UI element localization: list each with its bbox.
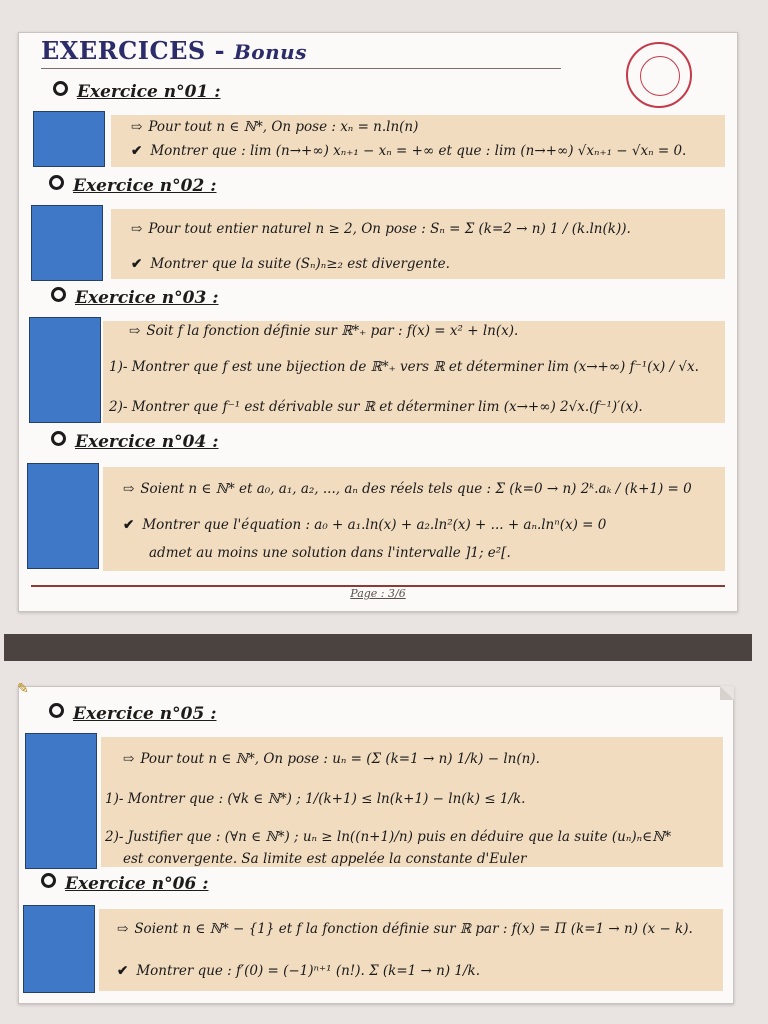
bullet-icon xyxy=(49,703,64,718)
exercise-02-title: Exercice n°02 : xyxy=(73,176,217,196)
exercise-05-question-1 xyxy=(105,791,525,807)
exercise-04-heading xyxy=(51,431,218,452)
exercise-03-heading xyxy=(51,287,218,308)
check-icon: ✔ xyxy=(117,963,129,979)
title-subtitle: Bonus xyxy=(233,40,307,64)
exercise-02-task: Montrer que la suite (Sₙ)ₙ≥₂ est divergente. xyxy=(150,256,450,272)
stamp-inner-ring xyxy=(640,56,680,96)
exercise-04-line-3 xyxy=(149,545,511,561)
exercise-04-blue-box xyxy=(27,463,99,569)
exercise-04-task-cont: admet au moins une solution dans l'intervalle ]1; e²[. xyxy=(149,545,511,561)
exercise-03-line-1 xyxy=(129,323,518,339)
exercise-03-q1-text: 1)- Montrer que f est une bijection de ℝ*₊ vers ℝ et déterminer lim (x→+∞) f⁻¹(x) / √x. xyxy=(109,359,699,375)
check-icon: ✔ xyxy=(123,517,135,533)
exercise-01-line-1 xyxy=(131,119,418,135)
worksheet-page-2 xyxy=(17,681,734,1004)
exercise-03-question-1 xyxy=(109,359,699,375)
exercise-06-line-2 xyxy=(117,963,480,979)
check-icon: ✔ xyxy=(131,143,143,159)
bullet-icon xyxy=(51,431,66,446)
exercise-06-heading xyxy=(41,873,208,894)
exercise-06-line-1 xyxy=(117,921,693,937)
worksheet-page-1 xyxy=(18,32,738,612)
title-main: EXERCICES xyxy=(41,36,206,65)
exercise-05-q1-text: 1)- Montrer que : (∀k ∈ ℕ*) ; 1/(k+1) ≤ ln(k+1) − ln(k) ≤ 1/k. xyxy=(105,791,526,807)
exercise-05-question-2 xyxy=(105,829,671,845)
exercise-06-statement: Soient n ∈ ℕ* − {1} et f la fonction définie sur ℝ par : f(x) = Π (k=1 → n) (x − k). xyxy=(134,921,693,937)
page-title xyxy=(41,36,307,65)
exercise-04-statement: Soient n ∈ ℕ* et a₀, a₁, a₂, ..., aₙ des réels tels que : Σ (k=0 → n) 2ᵏ.aₖ / (k+1) = 0 xyxy=(140,481,692,497)
bullet-icon xyxy=(51,287,66,302)
page-separator-band xyxy=(4,634,752,661)
arrow-icon: ⇨ xyxy=(131,119,143,135)
exercise-05-question-2-cont xyxy=(123,851,527,867)
school-stamp-logo xyxy=(626,42,692,108)
exercise-06-blue-box xyxy=(23,905,95,993)
exercise-05-q2-cont-text: est convergente. Sa limite est appelée la constante d'Euler xyxy=(123,851,527,867)
arrow-icon: ⇨ xyxy=(123,751,135,767)
exercise-05-line-1 xyxy=(123,751,540,767)
exercise-01-line-2 xyxy=(131,143,686,159)
exercise-02-statement: Pour tout entier naturel n ≥ 2, On pose : Sₙ = Σ (k=2 → n) 1 / (k.ln(k)). xyxy=(148,221,631,237)
exercise-02-heading xyxy=(49,175,216,196)
page-number: Page : 3/6 xyxy=(350,587,406,600)
check-icon: ✔ xyxy=(131,256,143,272)
exercise-05-heading xyxy=(49,703,216,724)
arrow-icon: ⇨ xyxy=(131,221,143,237)
exercise-05-q2-text: 2)- Justifier que : (∀n ∈ ℕ*) ; uₙ ≥ ln((n+1)/n) puis en déduire que la suite (uₙ)ₙ∈ℕ* xyxy=(105,829,672,845)
exercise-01-blue-box xyxy=(33,111,105,167)
exercise-03-title: Exercice n°03 : xyxy=(75,288,219,308)
exercise-05-blue-box xyxy=(25,733,97,869)
exercise-06-task: Montrer que : f′(0) = (−1)ⁿ⁺¹ (n!). Σ (k=1 → n) 1/k. xyxy=(136,963,481,979)
exercise-02-line-1 xyxy=(131,221,631,237)
exercise-06-title: Exercice n°06 : xyxy=(65,874,209,894)
title-separator: - xyxy=(205,36,234,65)
exercise-03-q2-text: 2)- Montrer que f⁻¹ est dérivable sur ℝ et déterminer lim (x→+∞) 2√x.(f⁻¹)′(x). xyxy=(109,399,643,415)
arrow-icon: ⇨ xyxy=(123,481,135,497)
arrow-icon: ⇨ xyxy=(129,323,141,339)
bullet-icon xyxy=(41,873,56,888)
exercise-03-statement: Soit f la fonction définie sur ℝ*₊ par : f(x) = x² + ln(x). xyxy=(146,323,519,339)
exercise-04-line-2 xyxy=(123,517,606,533)
exercise-03-blue-box xyxy=(29,317,101,423)
exercise-04-title: Exercice n°04 : xyxy=(75,432,219,452)
exercise-04-task: Montrer que l'équation : a₀ + a₁.ln(x) + a₂.ln²(x) + ... + aₙ.lnⁿ(x) = 0 xyxy=(142,517,607,533)
exercise-04-line-1 xyxy=(123,481,692,497)
bullet-icon xyxy=(53,81,68,96)
exercise-01-statement: Pour tout n ∈ ℕ*, On pose : xₙ = n.ln(n) xyxy=(148,119,419,135)
title-underline xyxy=(41,68,561,69)
exercise-01-title: Exercice n°01 : xyxy=(77,82,221,102)
arrow-icon: ⇨ xyxy=(117,921,129,937)
exercise-02-blue-box xyxy=(31,205,103,281)
exercise-01-heading xyxy=(53,81,220,102)
exercise-03-question-2 xyxy=(109,399,643,415)
exercise-02-line-2 xyxy=(131,256,450,272)
exercise-05-statement: Pour tout n ∈ ℕ*, On pose : uₙ = (Σ (k=1 → n) 1/k) − ln(n). xyxy=(140,751,540,767)
exercise-01-task: Montrer que : lim (n→+∞) xₙ₊₁ − xₙ = +∞ et que : lim (n→+∞) √xₙ₊₁ − √xₙ = 0. xyxy=(150,143,687,159)
exercise-05-title: Exercice n°05 : xyxy=(73,704,217,724)
page-curl-corner xyxy=(720,686,734,700)
pin-icon: ✎ xyxy=(17,681,29,697)
bullet-icon xyxy=(49,175,64,190)
